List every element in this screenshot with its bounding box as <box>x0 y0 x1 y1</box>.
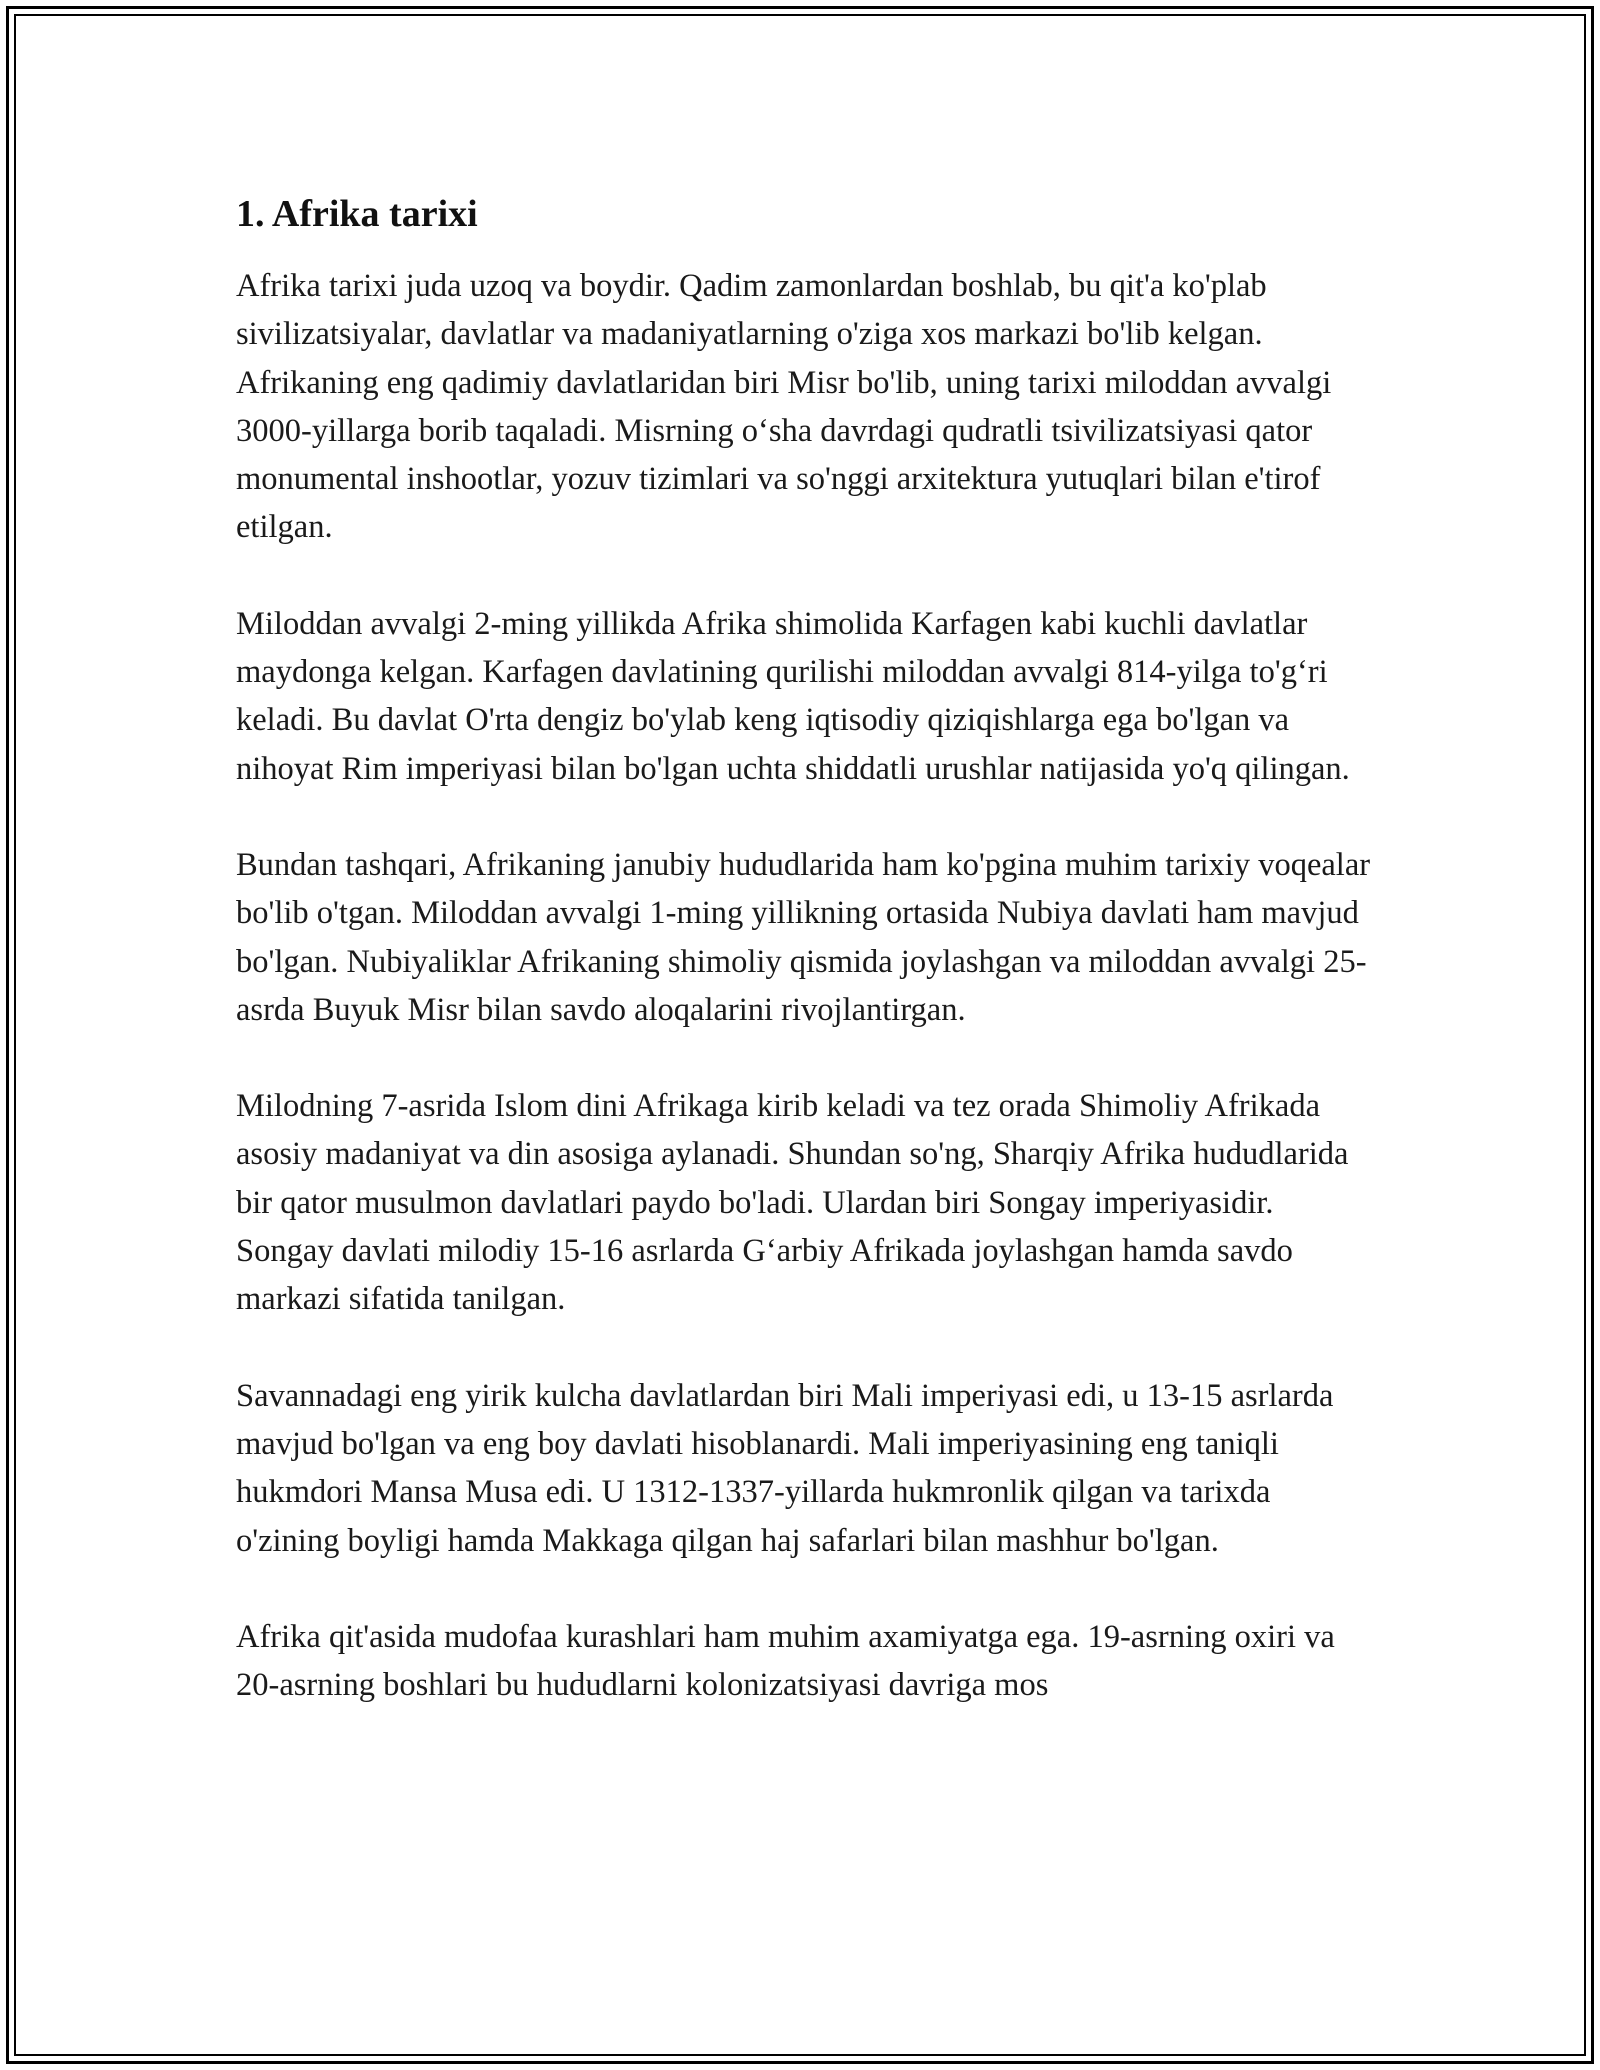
document-body <box>236 186 1376 1757</box>
paragraph-4: Milodning 7-asrida Islom dini Afrikaga kirib keladi va tez orada Shimoliy Afrikada asosiy madaniyat va din asosiga aylanadi. Shundan so'ng, Sharqiy Afrika hududlarida bir qator musulmon davlatlari paydo bo'ladi. Ulardan biri Songay imperiyasidir. Songay davlati milodiy 15-16 asrlarda G‘arbiy Afrikada joylashgan hamda savdo markazi sifatida tanilgan. <box>236 1088 1349 1318</box>
paragraph-5: Savannadagi eng yirik kulcha davlatlardan biri Mali imperiyasi edi, u 13-15 asrlarda mavjud bo'lgan va eng boy davlati hisoblanardi. Mali imperiyasining eng taniqli hukmdori Mansa Musa edi. U 1312-1337-yillarda hukmronlik qilgan va tarixda o'zining boyligi hamda Makkaga qilgan haj safarlari bilan mashhur bo'lgan. <box>236 1377 1334 1559</box>
paragraph-6: Afrika qit'asida mudofaa kurashlari ham muhim axamiyatga ega. 19-asrning oxiri va 20-asrning boshlari bu hududlarni kolonizatsiyasi davriga mos <box>236 1618 1335 1704</box>
paragraph-2: Miloddan avvalgi 2-ming yillikda Afrika shimolida Karfagen kabi kuchli davlatlar maydonga kelgan. Karfagen davlatining qurilishi miloddan avvalgi 814-yilga to'g‘ri keladi. Bu davlat O'rta dengiz bo'ylab keng iqtisodiy qiziqishlarga ega bo'lgan va nihoyat Rim imperiyasi bilan bo'lgan uchta shiddatli urushlar natijasida yo'q qilingan. <box>236 605 1350 787</box>
paragraph-1: Afrika tarixi juda uzoq va boydir. Qadim zamonlardan boshlab, bu qit'a ko'plab sivilizatsiyalar, davlatlar va madaniyatlarning o'ziga xos markazi bo'lib kelgan. Afrikaning eng qadimiy davlatlaridan biri Misr bo'lib, uning tarixi miloddan avvalgi 3000-yillarga borib taqaladi. Misrning o‘sha davrdagi qudratli tsivilizatsiyasi qator monumental inshootlar, yozuv tizimlari va so'nggi arxitektura yutuqlari bilan e'tirof etilgan. <box>236 268 1332 546</box>
paragraph-3: Bundan tashqari, Afrikaning janubiy hududlarida ham ko'pgina muhim tarixiy voqealar bo'lib o'tgan. Miloddan avvalgi 1-ming yillikning ortasida Nubiya davlati ham mavjud bo'lgan. Nubiyaliklar Afrikaning shimoliy qismida joylashgan va miloddan avvalgi 25-asrda Buyuk Misr bilan savdo aloqalarini rivojlantirgan. <box>236 846 1371 1028</box>
section-heading: 1. Afrika tarixi <box>236 193 478 235</box>
